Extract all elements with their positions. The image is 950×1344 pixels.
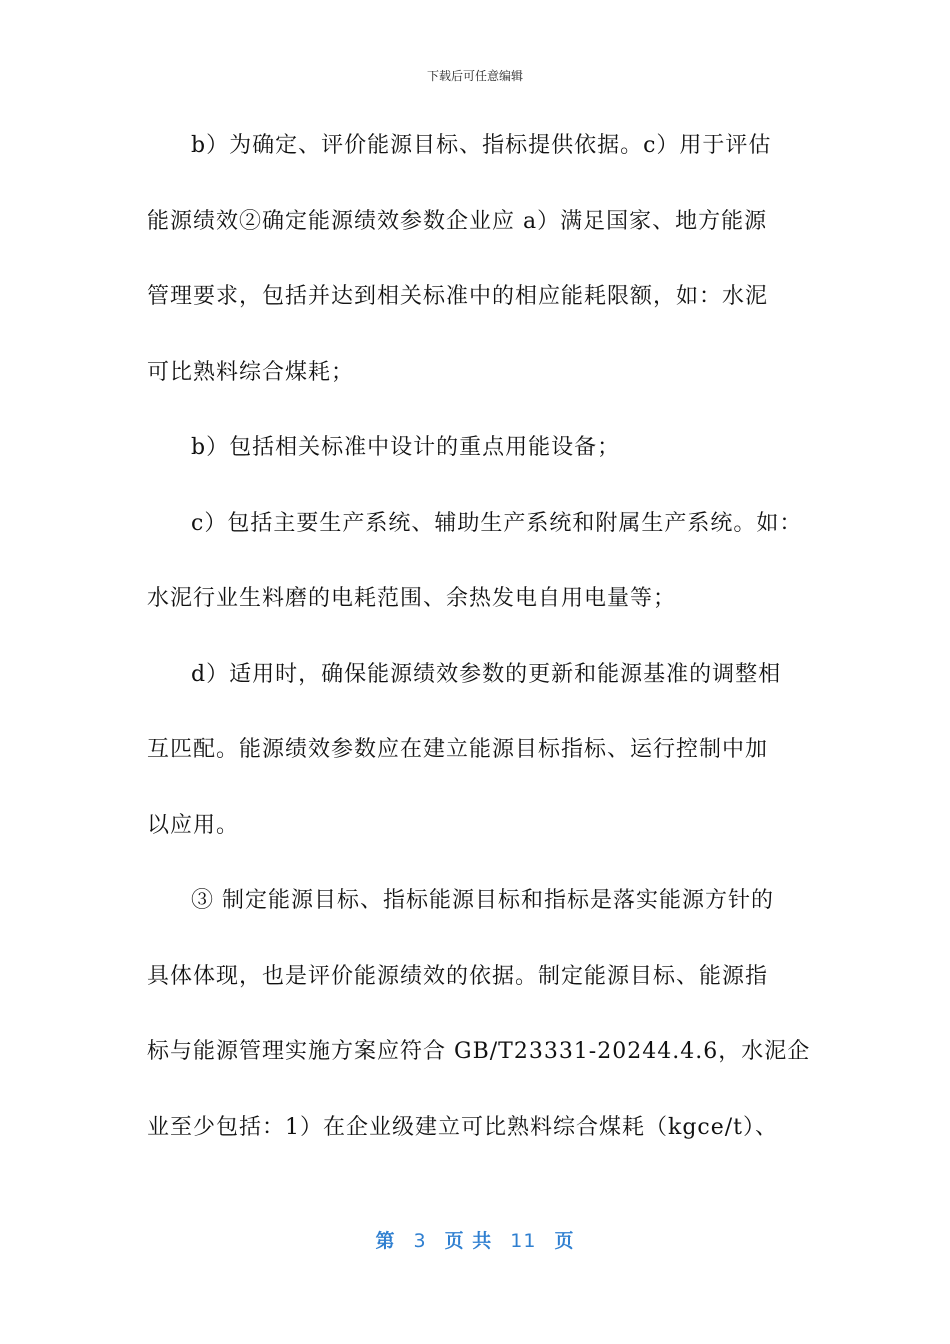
text-line: 可比熟料综合煤耗； [147,359,355,385]
text-line: d）适用时，确保能源绩效参数的更新和能源基准的调整相 [191,661,782,687]
text-line: ③ 制定能源目标、指标能源目标和指标是落实能源方针的 [191,888,774,913]
footer-prefix: 第 [375,1230,396,1252]
text-line: 业至少包括：1）在企业级建立可比熟料综合煤耗（kgce/t）、 [147,1114,779,1140]
text-line: 以应用。 [147,812,240,838]
text-line: 具体体现，也是评价能源绩效的依据。制定能源目标、能源指 [147,963,769,989]
text-line: 标与能源管理实施方案应符合 GB/T23331-20244.4.6，水泥企 [147,1039,811,1064]
text-line: 管理要求，包括并达到相关标准中的相应能耗限额，如：水泥 [147,284,769,309]
text-line: 能源绩效②确定能源绩效参数企业应 a）满足国家、地方能源 [147,208,768,234]
text-line: b）包括相关标准中设计的重点用能设备； [191,435,621,460]
text-line: 水泥行业生料磨的电耗范围、余热发电自用电量等； [147,586,677,611]
text-line: c）包括主要生产系统、辅助生产系统和附属生产系统。如： [191,510,803,536]
total-pages-number: 11 [510,1230,537,1252]
footer-suffix: 页 [554,1230,575,1252]
document-body [147,128,811,1185]
current-page-number: 3 [413,1230,427,1252]
footer-middle: 页 共 [444,1230,493,1252]
text-line: b）为确定、评价能源目标、指标提供依据。c）用于评估 [191,133,772,158]
text-line: 互匹配。能源绩效参数应在建立能源目标指标、运行控制中加 [147,737,769,762]
page-footer [0,1226,950,1253]
header-note: 下载后可任意编辑 [426,69,523,83]
